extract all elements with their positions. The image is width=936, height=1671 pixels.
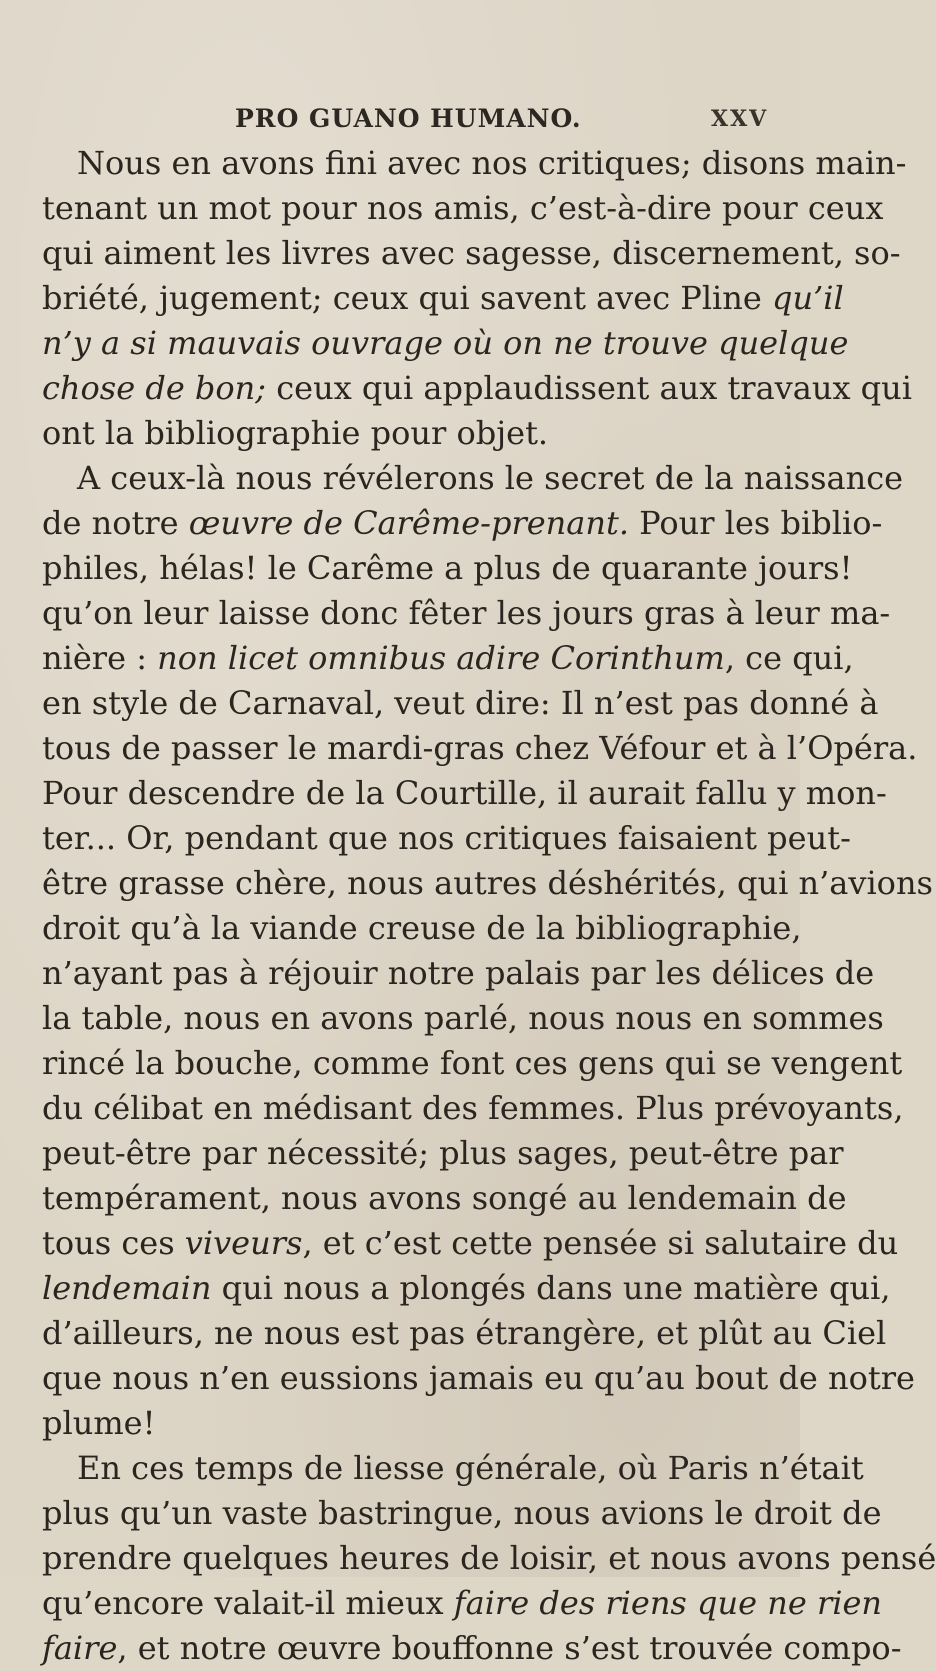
- text-segment: qu’on leur laisse donc fêter les jours gras à leur ma-: [42, 594, 891, 632]
- text-segment: rincé la bouche, comme font ces gens qui se vengent: [42, 1044, 903, 1082]
- text-segment: plus qu’un vaste bastringue, nous avions le droit de: [42, 1494, 882, 1532]
- text-line: [42, 1086, 904, 1131]
- text-segment: du célibat en médisant des femmes. Plus prévoyants,: [42, 1089, 904, 1127]
- text-segment: n’ayant pas à réjouir notre palais par les délices de: [42, 954, 875, 992]
- text-segment: en style de Carnaval, veut dire: Il n’est pas donné à: [42, 684, 879, 722]
- text-line: [42, 276, 844, 321]
- text-line: [42, 771, 887, 816]
- text-line: [42, 456, 904, 501]
- text-line: [42, 1131, 844, 1176]
- text-segment: la table, nous en avons parlé, nous nous en sommes: [42, 999, 884, 1037]
- text-line: [42, 366, 912, 411]
- text-line: [42, 816, 851, 861]
- text-line: [42, 951, 875, 996]
- text-segment: tenant un mot pour nos amis, c’est-à-dire pour ceux: [42, 189, 884, 227]
- text-line: [42, 1356, 915, 1401]
- text-segment: A ceux-là nous révélerons le secret de la naissance: [77, 459, 904, 497]
- text-segment: que nous n’en eussions jamais eu qu’au bout de notre: [42, 1359, 915, 1397]
- text-line: [42, 1221, 899, 1266]
- text-line: [42, 861, 933, 906]
- text-line: [42, 1266, 891, 1311]
- text-line: [42, 1491, 882, 1536]
- text-line: [42, 1176, 847, 1221]
- text-line: [42, 1401, 722, 1446]
- text-line: [42, 636, 854, 681]
- text-line: [42, 231, 901, 276]
- italic-text: œuvre de Carême-prenant.: [188, 504, 629, 542]
- text-line: [42, 546, 853, 591]
- italic-text: faire des riens que ne rien: [453, 1584, 883, 1622]
- text-segment: , et notre œuvre bouffonne s’est trouvée compo-: [117, 1629, 902, 1667]
- italic-text: chose de bon;: [42, 369, 267, 407]
- text-segment: plume!: [42, 1404, 156, 1442]
- text-line: [42, 501, 883, 546]
- text-line: [42, 906, 802, 951]
- italic-text: lendemain: [42, 1269, 212, 1307]
- text-segment: En ces temps de liesse générale, où Paris n’était: [77, 1449, 864, 1487]
- text-segment: de notre: [42, 504, 189, 542]
- italic-text: viveurs: [184, 1224, 303, 1262]
- text-segment: qui nous a plongés dans une matière qui,: [211, 1269, 891, 1307]
- text-line: [42, 1446, 864, 1491]
- italic-text: non licet omnibus adire Corinthum: [157, 639, 725, 677]
- text-line: [42, 321, 849, 366]
- text-segment: tous ces: [42, 1224, 185, 1262]
- text-segment: Pour descendre de la Courtille, il aurait fallu y mon-: [42, 774, 887, 812]
- text-segment: Nous en avons fini avec nos critiques; disons main-: [77, 144, 907, 182]
- text-line: [42, 591, 891, 636]
- text-line: [42, 1581, 883, 1626]
- text-line: [42, 141, 907, 186]
- text-segment: briété, jugement; ceux qui savent avec Pline: [42, 279, 772, 317]
- text-segment: droit qu’à la viande creuse de la bibliographie,: [42, 909, 802, 947]
- text-line: [42, 186, 884, 231]
- text-line: [42, 996, 884, 1041]
- text-line: [42, 681, 879, 726]
- text-segment: qu’encore valait-il mieux: [42, 1584, 454, 1622]
- text-line: [42, 1311, 887, 1356]
- body-text: [42, 141, 936, 1671]
- page-header: [0, 96, 800, 136]
- text-segment: , ce qui,: [724, 639, 854, 677]
- text-segment: peut-être par nécessité; plus sages, peut-être par: [42, 1134, 844, 1172]
- text-segment: prendre quelques heures de loisir, et nous avons pensé: [42, 1539, 936, 1577]
- italic-text: faire: [42, 1629, 118, 1667]
- text-segment: nière :: [42, 639, 158, 677]
- text-segment: , et c’est cette pensée si salutaire du: [302, 1224, 899, 1262]
- text-line: [42, 411, 722, 456]
- text-line: [42, 1626, 902, 1671]
- text-segment: ceux qui applaudissent aux travaux qui: [266, 369, 912, 407]
- text-segment: ter... Or, pendant que nos critiques faisaient peut-: [42, 819, 851, 857]
- text-segment: tempérament, nous avons songé au lendemain de: [42, 1179, 847, 1217]
- text-segment: être grasse chère, nous autres déshérités, qui n’avions: [42, 864, 933, 902]
- italic-text: qu’il: [772, 279, 844, 317]
- text-segment: d’ailleurs, ne nous est pas étrangère, et plût au Ciel: [42, 1314, 887, 1352]
- italic-text: n’y a si mauvais ouvrage où on ne trouve quelque: [42, 324, 849, 362]
- text-segment: ont la bibliographie pour objet.: [42, 414, 549, 452]
- text-segment: philes, hélas! le Carême a plus de quarante jours!: [42, 549, 853, 587]
- text-segment: qui aiment les livres avec sagesse, discernement, so-: [42, 234, 901, 272]
- text-line: [42, 726, 918, 771]
- text-line: [42, 1536, 936, 1581]
- page-number: XXV: [711, 106, 769, 132]
- text-segment: tous de passer le mardi-gras chez Véfour et à l’Opéra.: [42, 729, 918, 767]
- running-title: PRO GUANO HUMANO.: [235, 104, 582, 133]
- text-line: [42, 1041, 903, 1086]
- text-segment: Pour les biblio-: [629, 504, 883, 542]
